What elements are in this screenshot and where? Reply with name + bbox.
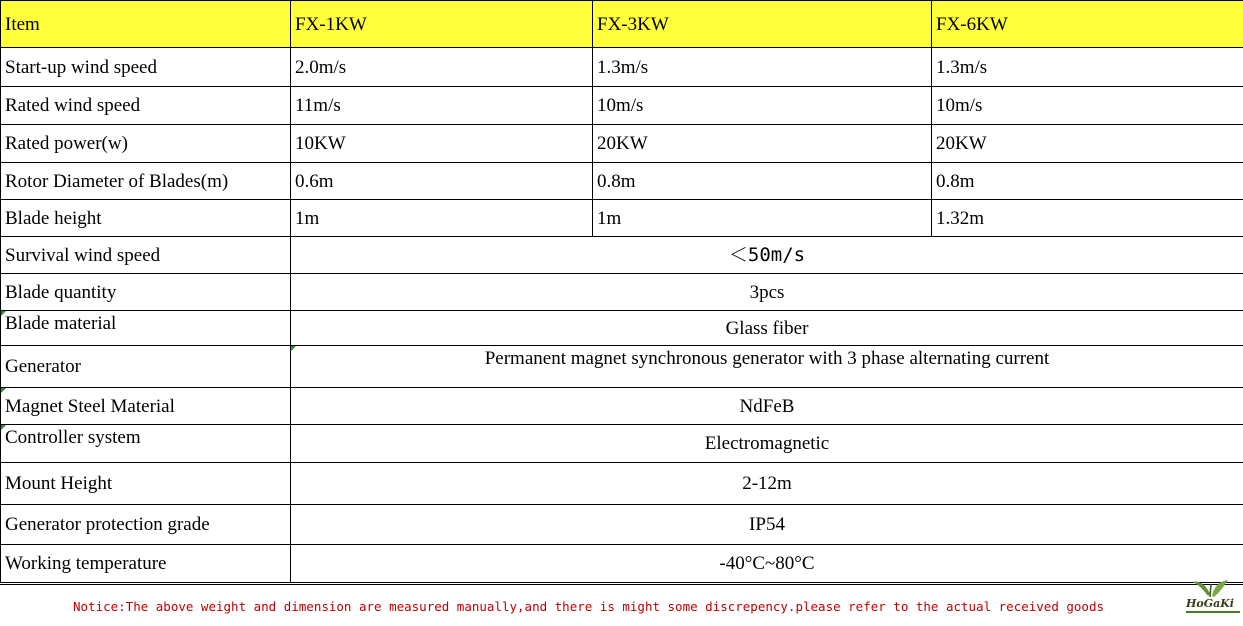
table-row	[1, 463, 1243, 505]
cell-value: 2-12m	[291, 463, 1243, 505]
table-row	[1, 311, 1243, 346]
header-cell-item: Item	[1, 1, 291, 48]
cell-value: 0.8m	[932, 163, 1243, 200]
table-row	[1, 545, 1243, 583]
cell-value: 10KW	[291, 125, 593, 163]
cell-value: Glass fiber	[291, 311, 1243, 346]
brand-logo	[1184, 576, 1242, 620]
row-label: Blade quantity	[1, 274, 291, 311]
row-label: Generator protection grade	[1, 505, 291, 545]
logo-text: HoGaKi	[1186, 597, 1234, 610]
cell-value: 2.0m/s	[291, 48, 593, 87]
cell-value: 0.6m	[291, 163, 593, 200]
cell-value: NdFeB	[291, 388, 1243, 425]
table-row	[1, 346, 1243, 388]
cell-value: 10m/s	[932, 87, 1243, 125]
header-cell-fx-6kw: FX-6KW	[932, 1, 1243, 48]
row-label: Working temperature	[1, 545, 291, 583]
cell-value: 11m/s	[291, 87, 593, 125]
cell-value: 10m/s	[593, 87, 932, 125]
row-label: Controller system	[1, 425, 291, 463]
cell-value: IP54	[291, 505, 1243, 545]
row-label: Start-up wind speed	[1, 48, 291, 87]
cell-value: Electromagnetic	[291, 425, 1243, 463]
row-label: Rated power(w)	[1, 125, 291, 163]
leaf-logo-icon	[1184, 576, 1242, 598]
row-label: Rotor Diameter of Blades(m)	[1, 163, 291, 200]
header-cell-fx-1kw: FX-1KW	[291, 1, 593, 48]
row-label: Blade material	[1, 311, 291, 346]
header-cell-fx-3kw: FX-3KW	[593, 1, 932, 48]
table-header-row	[1, 1, 1243, 48]
table-row	[1, 163, 1243, 200]
cell-value: -40°C~80°C	[291, 545, 1243, 583]
table-row	[1, 425, 1243, 463]
row-label: Generator	[1, 346, 291, 388]
cell-value: 3pcs	[291, 274, 1243, 311]
cell-value: 20KW	[593, 125, 932, 163]
cell-value: 1.3m/s	[932, 48, 1243, 87]
row-label: Rated wind speed	[1, 87, 291, 125]
cell-value: 1.32m	[932, 200, 1243, 237]
notice-text: Notice:The above weight and dimension are measured manually,and there is might some discrepency.please refer to the actual received goods	[73, 599, 1105, 614]
row-label: Blade height	[1, 200, 291, 237]
table-row	[1, 125, 1243, 163]
logo-underline	[1186, 611, 1240, 613]
cell-value: 1m	[593, 200, 932, 237]
cell-value: 1.3m/s	[593, 48, 932, 87]
table-row	[1, 274, 1243, 311]
notice-bar	[0, 584, 1243, 626]
cell-value: 20KW	[932, 125, 1243, 163]
table-row	[1, 87, 1243, 125]
row-label: Survival wind speed	[1, 237, 291, 274]
table-row	[1, 237, 1243, 274]
table-row	[1, 200, 1243, 237]
cell-value: Permanent magnet synchronous generator with 3 phase alternating current	[291, 346, 1243, 388]
row-label: Magnet Steel Material	[1, 388, 291, 425]
cell-value: 0.8m	[593, 163, 932, 200]
table-row	[1, 388, 1243, 425]
cell-value: 1m	[291, 200, 593, 237]
table-row	[1, 505, 1243, 545]
cell-value: ＜50m/s	[291, 237, 1243, 274]
row-label: Mount Height	[1, 463, 291, 505]
table-row	[1, 48, 1243, 87]
